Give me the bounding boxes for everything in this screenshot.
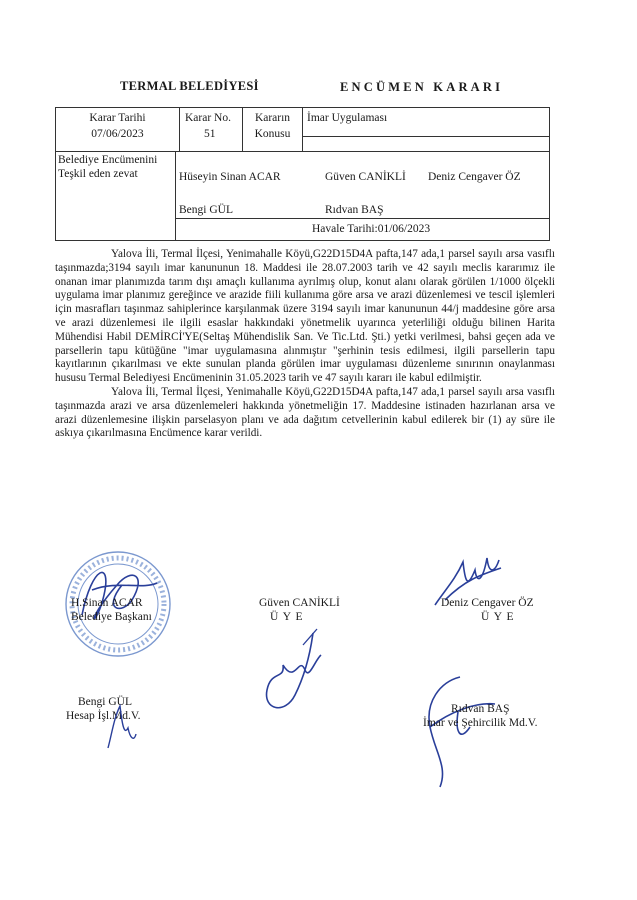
- signatory-title: Belediye Başkanı: [71, 611, 152, 623]
- decision-subject-label-2: Konusu: [254, 128, 291, 140]
- decision-subject-label-1: Kararın: [254, 112, 291, 124]
- signatory-title: Ü Y E: [270, 611, 304, 623]
- signature-mark: [400, 672, 510, 792]
- signatory-name: Bengi GÜL: [78, 696, 132, 708]
- decision-date-value: 07/06/2023: [91, 128, 144, 140]
- member-name: Rıdvan BAŞ: [325, 204, 384, 216]
- committee-label-1: Belediye Encümenini: [58, 154, 158, 166]
- decision-subject-label-cell: [242, 107, 303, 152]
- member-name: Güven CANİKLİ: [325, 171, 406, 183]
- decision-subject-cell: [302, 107, 550, 152]
- committee-label-2: Teşkil eden zevat: [58, 168, 138, 180]
- signature-mark: [255, 625, 335, 725]
- member-name: Bengi GÜL: [179, 204, 233, 216]
- body-paragraph: Yalova İli, Termal İlçesi, Yenimahalle Köyü,G22D15D4A pafta,147 ada,1 parsel sayılı arsa vasıflı taşınmazda arazi ve arsa düzenlemeleri hakkında yönetmeliğin 17. Maddesine istinaden hazırlanan arsa ve arazi düzenlemesine ilişkin parselasyon planı ve ada dağıtım cetvellerinin kabul edilerek bir (1) ay süre ile askıya çıkarılmasına Encümence karar verildi.: [55, 385, 555, 440]
- signatory-title: Ü Y E: [481, 611, 515, 623]
- signatory-title: Hesap İşl.Md.V.: [66, 710, 141, 722]
- transfer-date: Havale Tarihi:01/06/2023: [312, 223, 431, 235]
- signatory-name: Rıdvan BAŞ: [451, 703, 510, 715]
- transfer-divider: [176, 218, 550, 219]
- decision-date-cell: [55, 107, 180, 152]
- signatory-name: Deniz Cengaver ÖZ: [441, 597, 534, 609]
- decision-number-label: Karar No.: [185, 112, 231, 124]
- body-paragraph: Yalova İli, Termal İlçesi, Yenimahalle Köyü,G22D15D4A pafta,147 ada,1 parsel sayılı arsa vasıflı taşınmazda;3194 sayılı imar kanununun 18. Maddesi ile 28.07.2003 tarih ve 42 sayılı meclis kararımız ile onanan imar planımızda tarım dışı amaçlı kullanıma ayrılmış olup, konut alanı olarak görülen 1/1000 ölçekli uygulama imar planımız gereğince ve arazide fiili kullanıma göre arsa ve arazi düzenlemesi ve tescil işlemleri için masrafları taşınmaz sahiplerince karşılanmak üzere 3194 sayılı imar kanununun 44/j maddesine göre arsa ve arazi düzenlemesi ile ilgili esaslar hakkındaki yönetmelik uyarınca yeterliliği olduğu bilinen Harita Mühendisi Habil DEMİRCİ'YE(Seltaş Mühendislik San. Ve Tic.Ltd. Şti.) yetki verilmesi, bahsi geçen ada ve parsellerin tapu kütüğüne "imar uygulamasına alınmıştır "şerhinin tesis edilmesi, ilgili parsellerin tapu kayıtlarının çıkarılması ve ekte sunulan planda görülen imar uygulaması düzenleme sınırının onaylanması hususu Termal Belediyesi Encümeninin 31.05.2023 tarih ve 47 sayılı kararı ile kabul edilmiştir.: [55, 248, 555, 385]
- decision-subject-value: İmar Uygulaması: [307, 112, 388, 124]
- signatory-name: H.Sinan ACAR: [71, 597, 143, 609]
- signatory-title: İmar ve Şehircilik Md.V.: [423, 717, 538, 729]
- decision-number-value: 51: [204, 128, 216, 140]
- member-name: Hüseyin Sinan ACAR: [179, 171, 281, 183]
- signature-mark: [100, 698, 140, 753]
- municipality-title: TERMAL BELEDİYESİ: [120, 79, 259, 93]
- member-name: Deniz Cengaver ÖZ: [428, 171, 521, 183]
- subject-divider: [302, 136, 550, 137]
- document-title: ENCÜMEN KARARI: [340, 80, 504, 94]
- decision-body: [55, 248, 555, 441]
- signatory-name: Güven CANİKLİ: [259, 597, 340, 609]
- decision-date-label: Karar Tarihi: [89, 112, 146, 124]
- decision-number-cell: [179, 107, 243, 152]
